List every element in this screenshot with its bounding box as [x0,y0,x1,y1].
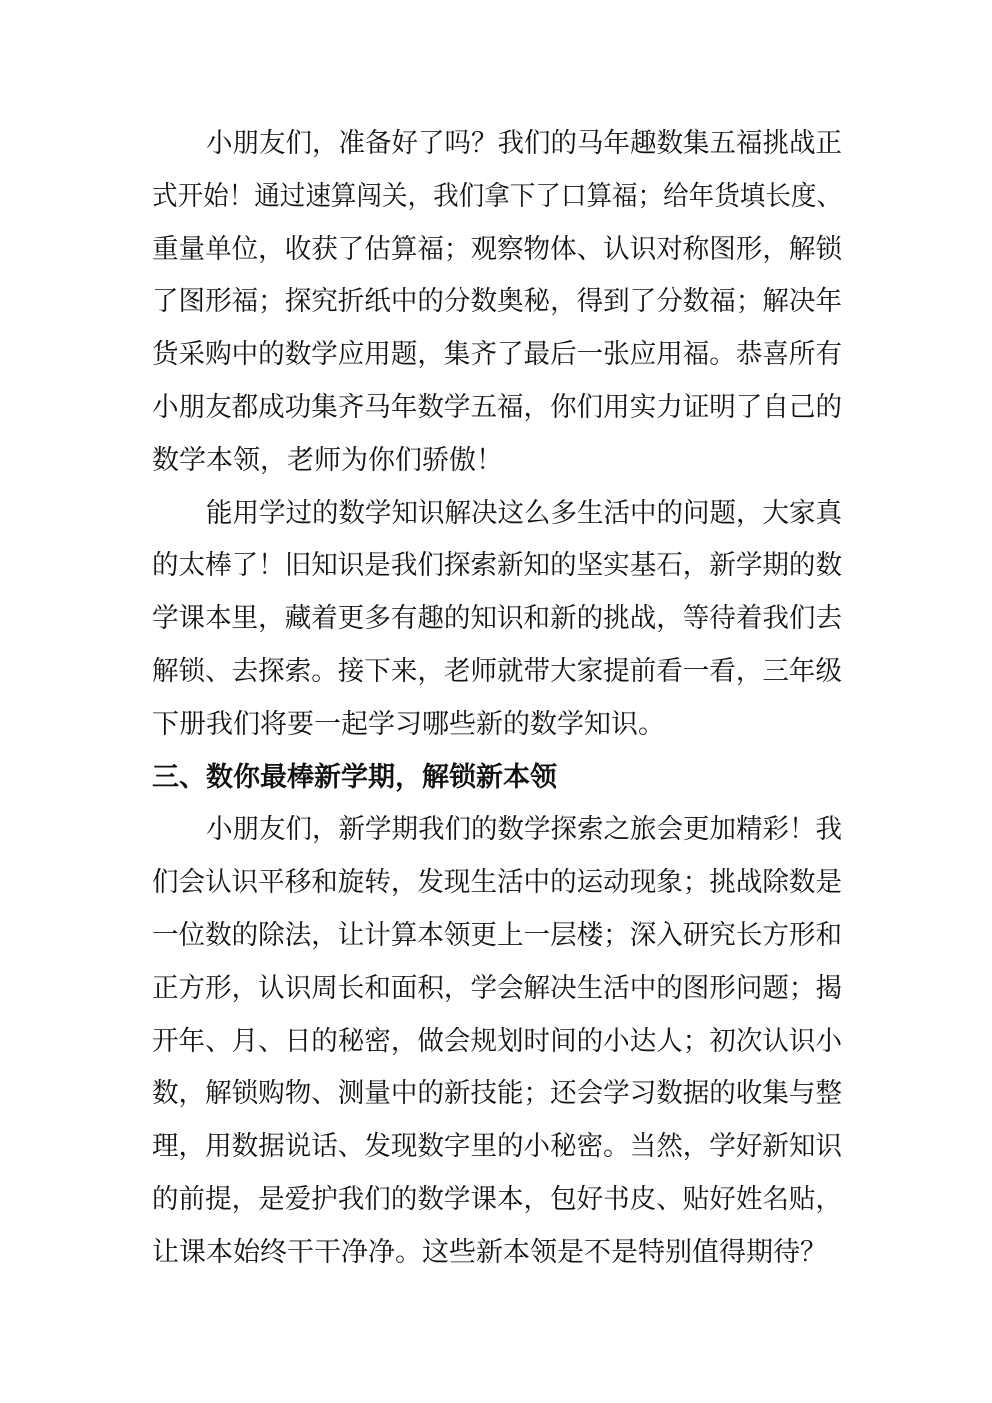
paragraph-2-line-5: 下册我们将要一起学习哪些新的数学知识。 [152,708,665,740]
paragraph-1-line-3: 重量单位，收获了估算福；观察物体、认识对称图形，解锁 [152,233,842,265]
paragraph-1-line-5: 货采购中的数学应用题，集齐了最后一张应用福。恭喜所有 [152,339,842,371]
paragraph-1-line-2: 式开始！通过速算闯关，我们拿下了口算福；给年货填长度、 [152,180,842,212]
paragraph-3-line-8: 的前提，是爱护我们的数学课本，包好书皮、贴好姓名贴， [152,1184,842,1215]
paragraph-2-line-4: 解锁、去探索。接下来，老师就带大家提前看一看，三年级 [152,656,842,687]
paragraph-1-line-1: 小朋友们，准备好了吗？我们的马年趣数集五福挑战正 [206,128,843,159]
paragraph-3-line-4: 正方形，认识周长和面积，学会解决生活中的图形问题；揭 [152,972,842,1004]
paragraph-2-line-1: 能用学过的数学知识解决这么多生活中的问题，大家真 [206,497,843,529]
paragraph-3-line-2: 们会认识平移和旋转，发现生活中的运动现象；挑战除数是 [152,867,842,899]
paragraph-3-line-6: 数，解锁购物、测量中的新技能；还会学习数据的收集与整 [152,1078,842,1110]
paragraph-3-line-5: 开年、月、日的秘密，做会规划时间的小达人；初次认识小 [152,1025,842,1057]
paragraph-1-line-4: 了图形福；探究折纸中的分数奥秘，得到了分数福；解决年 [152,286,842,318]
paragraph-1-line-7: 数学本领，老师为你们骄傲！ [152,444,503,476]
section-heading: 三、数你最棒新学期，解锁新本领 [152,761,557,793]
paragraph-3-line-9: 让课本始终干干净净。这些新本领是不是特别值得期待？ [152,1236,827,1268]
paragraph-3-line-1: 小朋友们，新学期我们的数学探索之旅会更加精彩！我 [206,814,843,846]
paragraph-2-line-3: 学课本里，藏着更多有趣的知识和新的挑战，等待着我们去 [152,603,842,635]
paragraph-2-line-2: 的太棒了！旧知识是我们探索新知的坚实基石，新学期的数 [152,550,842,582]
paragraph-3-line-3: 一位数的除法，让计算本领更上一层楼；深入研究长方形和 [152,920,842,951]
paragraph-3-line-7: 理，用数据说话、发现数字里的小秘密。当然，学好新知识 [152,1131,842,1163]
paragraph-1-line-6: 小朋友都成功集齐马年数学五福，你们用实力证明了自己的 [152,392,842,423]
